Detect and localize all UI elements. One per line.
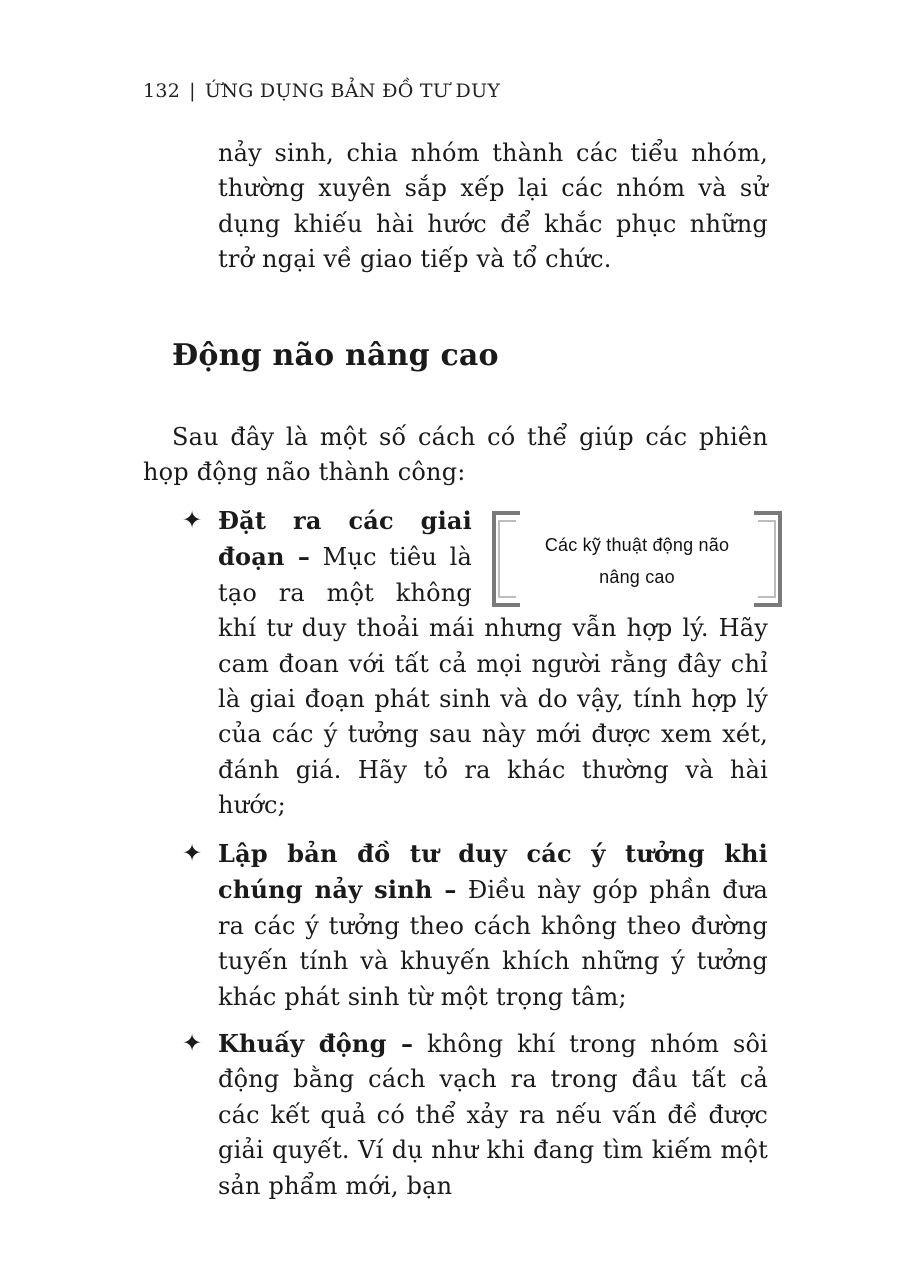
bullet-text: Điều này góp phần đưa ra các ý tưởng theo cách không theo đường tuyến tính và khuyến khích những ý tưởng khác phát sinh từ một trọng tâm; xyxy=(218,876,768,1011)
book-title: ỨNG DỤNG BẢN ĐỒ TƯ DUY xyxy=(204,80,501,102)
left-bracket-inner xyxy=(498,520,516,598)
right-bracket-icon xyxy=(754,511,782,607)
section-title: Động não nâng cao xyxy=(172,338,499,373)
bullet-item-mindmap xyxy=(182,836,768,1015)
bullet-heading: Khuấy động – xyxy=(218,1029,414,1058)
callout-box xyxy=(492,507,782,611)
bullet-item-stir xyxy=(182,1026,768,1204)
bullet-heading: Đặt ra các giai đoạn – xyxy=(218,506,472,572)
continued-paragraph: nảy sinh, chia nhóm thành các tiểu nhóm, thường xuyên sắp xếp lại các nhóm và sử dụng khiếu hài hước để khắc phục những trở ngại về giao tiếp và tổ chức. xyxy=(218,139,768,274)
bullet-star-icon: ✦ xyxy=(182,839,203,867)
bullet-heading: Lập bản đồ tư duy các ý tưởng khi chúng nảy sinh – xyxy=(218,839,768,905)
page-number: 132 xyxy=(143,80,181,102)
callout-text: Các kỹ thuật động não nâng cao xyxy=(544,535,730,587)
bullet-item-stages xyxy=(182,503,768,824)
section-intro: Sau đây là một số cách có thể giúp các phiên họp động não thành công: xyxy=(143,423,768,487)
bullet-text: không khí trong nhóm sôi động bằng cách vạch ra trong đầu tất cả các kết quả có thể xảy ra nếu vấn đề được giải quyết. Ví dụ như khi đang tìm kiếm một sản phẩm mới, bạn xyxy=(218,1030,768,1200)
running-header xyxy=(143,80,500,102)
bullet-star-icon: ✦ xyxy=(182,1029,203,1057)
bullet-star-icon: ✦ xyxy=(182,506,203,534)
bullet-text: Mục tiêu là tạo ra một không khí tư duy thoải mái nhưng vẫn hợp lý. Hãy cam đoan với tất cả mọi người rằng đây chỉ là giai đoạn phát sinh và do vậy, tính hợp lý của các ý tưởng sau này mới được xem xét, đánh giá. Hãy tỏ ra khác thường và hài hước; xyxy=(218,543,768,820)
header-separator: | xyxy=(189,80,196,102)
